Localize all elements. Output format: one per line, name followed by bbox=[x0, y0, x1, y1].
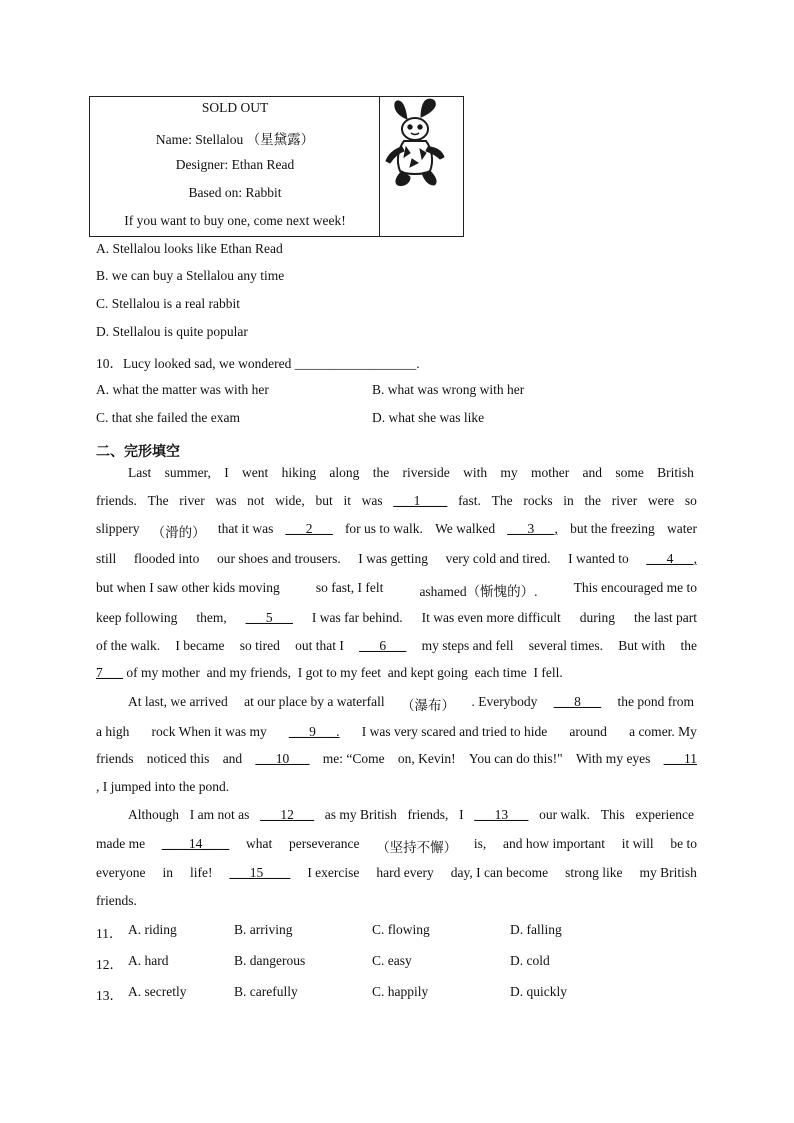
blank: ___13___ bbox=[474, 807, 529, 822]
passage-word: flooded into bbox=[133, 551, 200, 566]
passage-word: I wanted to bbox=[568, 551, 629, 566]
q-num: 13． bbox=[96, 988, 123, 1003]
rabbit-doll-icon bbox=[380, 97, 464, 236]
blank: ___1____ bbox=[393, 493, 448, 508]
passage-word: that it was bbox=[217, 521, 274, 536]
q13-option-b: B. carefully bbox=[234, 984, 298, 999]
passage-word: life! bbox=[190, 865, 213, 880]
passage-word: riverside bbox=[402, 465, 450, 480]
notice-name: Name: Stellalou （星黛露） bbox=[155, 132, 315, 147]
passage-word: . Everybody bbox=[471, 694, 538, 709]
passage-word: not bbox=[247, 493, 265, 508]
q-num: 12． bbox=[96, 957, 123, 972]
passage-word: our shoes and trousers. bbox=[216, 551, 341, 566]
q9-option-d: D. Stellalou is quite popular bbox=[96, 324, 248, 339]
p3-line1 bbox=[128, 807, 694, 823]
q13-option-c: C. happily bbox=[372, 984, 429, 999]
p1-line7 bbox=[96, 638, 697, 654]
passage-word: I exercise bbox=[307, 865, 360, 880]
passage-word: We walked bbox=[435, 521, 496, 536]
section-title: 二、完形填空 bbox=[96, 444, 180, 460]
passage-word: it bbox=[343, 493, 351, 508]
p2-line2 bbox=[96, 724, 697, 740]
passage-word: me: “Come bbox=[322, 751, 385, 766]
q9-option-b: B. we can buy a Stellalou any time bbox=[96, 268, 285, 283]
passage-word: It was even more difficult bbox=[421, 610, 561, 625]
blank: ___4___, bbox=[646, 551, 697, 566]
blank: ___6___ bbox=[359, 638, 407, 653]
p2-line1 bbox=[128, 694, 694, 714]
passage-word: This encouraged me to bbox=[573, 580, 697, 595]
p1-line8 bbox=[96, 665, 697, 681]
blank: ___5___ bbox=[245, 610, 293, 625]
q13-option-a: A. secretly bbox=[128, 984, 187, 999]
passage-word: hiking bbox=[281, 465, 317, 480]
blank: ____14____ bbox=[161, 836, 230, 851]
passage-word: but the freezing bbox=[570, 521, 655, 536]
passage-word: and how important bbox=[503, 836, 605, 851]
notice-designer: Designer: Ethan Read bbox=[175, 157, 295, 172]
q9-option-c: C. Stellalou is a real rabbit bbox=[96, 296, 240, 311]
passage-word: water bbox=[666, 521, 697, 536]
passage-word: summer, bbox=[164, 465, 211, 480]
passage-word: around bbox=[569, 724, 607, 739]
passage-word: friends. bbox=[96, 493, 137, 508]
q11-option-a: A. riding bbox=[128, 922, 177, 937]
passage-word: the bbox=[372, 465, 390, 480]
passage-word: I am not as bbox=[189, 807, 250, 822]
passage-word: But with bbox=[618, 638, 666, 653]
passage-word: At last, we arrived bbox=[128, 694, 228, 709]
passage-word: I was very scared and tried to hide bbox=[361, 724, 548, 739]
passage-word: at our place by a waterfall bbox=[244, 694, 385, 709]
passage-word: I became bbox=[175, 638, 225, 653]
passage-word: the bbox=[584, 493, 602, 508]
passage-word: and bbox=[222, 751, 243, 766]
passage-word: out that I bbox=[295, 638, 344, 653]
p1-line4 bbox=[96, 551, 697, 567]
passage-word: a high bbox=[96, 724, 130, 739]
passage-word: noticed this bbox=[146, 751, 210, 766]
passage-word: along bbox=[329, 465, 360, 480]
passage-word: was bbox=[215, 493, 237, 508]
passage-word: This bbox=[600, 807, 625, 822]
passage-word: You can do this!" bbox=[468, 751, 563, 766]
q10-option-b: B. what was wrong with her bbox=[372, 382, 525, 397]
passage-word: some bbox=[615, 465, 644, 480]
blank: ___9___. bbox=[288, 724, 340, 739]
blank: ___10___ bbox=[255, 751, 310, 766]
q12-option-d: D. cold bbox=[510, 953, 550, 968]
passage-word: what bbox=[246, 836, 273, 851]
q9-option-a: A. Stellalou looks like Ethan Read bbox=[96, 241, 283, 256]
passage-word: river bbox=[611, 493, 638, 508]
blank: ___8___ bbox=[553, 694, 602, 709]
p3-line4: friends. bbox=[96, 893, 137, 908]
passage-word: it will bbox=[621, 836, 654, 851]
passage-word: I was getting bbox=[358, 551, 429, 566]
passage-word: was bbox=[361, 493, 383, 508]
q12-option-b: B. dangerous bbox=[234, 953, 306, 968]
q12-option-a: A. hard bbox=[128, 953, 169, 968]
q10-stem: 10．Lucy looked sad, we wondered __________________. bbox=[96, 356, 420, 371]
blank: ___12___ bbox=[260, 807, 315, 822]
passage-word: my bbox=[500, 465, 518, 480]
p2-line3 bbox=[96, 751, 697, 767]
passage-word: fast. bbox=[458, 493, 481, 508]
product-notice-box bbox=[89, 96, 464, 237]
passage-word: but when I saw other kids moving bbox=[96, 580, 280, 595]
blank: ___11 bbox=[663, 751, 697, 766]
passage-word: is, bbox=[473, 836, 487, 851]
passage-word: so fast, I felt bbox=[315, 580, 384, 595]
blank-7: 7___ bbox=[96, 665, 123, 680]
blank: ___15____ bbox=[229, 865, 291, 880]
passage-word: made me bbox=[96, 836, 146, 851]
passage-word: experience bbox=[635, 807, 694, 822]
passage-word: during bbox=[579, 610, 616, 625]
blank: ___3___, bbox=[507, 521, 558, 536]
passage-word: so tired bbox=[239, 638, 280, 653]
passage-word: our walk. bbox=[539, 807, 591, 822]
p1-line5 bbox=[96, 580, 697, 600]
passage-word: I was far behind. bbox=[311, 610, 403, 625]
passage-word: of the walk. bbox=[96, 638, 161, 653]
passage-word: very cold and tired. bbox=[445, 551, 551, 566]
passage-word: for us to walk. bbox=[344, 521, 423, 536]
passage-word: but bbox=[315, 493, 333, 508]
p1-line6 bbox=[96, 610, 697, 626]
notice-based-on: Based on: Rabbit bbox=[188, 185, 282, 200]
passage-word: several times. bbox=[528, 638, 604, 653]
p2-line4: , I jumped into the pond. bbox=[96, 779, 230, 794]
passage-word: so bbox=[684, 493, 697, 508]
notice-text-cell bbox=[90, 97, 380, 236]
q10-option-d: D. what she was like bbox=[372, 410, 485, 425]
p3-line3 bbox=[96, 865, 697, 881]
passage-word: the bbox=[680, 638, 697, 653]
q10-option-c: C. that she failed the exam bbox=[96, 410, 240, 425]
q11-option-c: C. flowing bbox=[372, 922, 430, 937]
passage-word: my steps and fell bbox=[421, 638, 514, 653]
p1-line8-text: of my mother and my friends, I got to my feet and kept going each time I fell. bbox=[123, 665, 563, 680]
passage-word: strong like bbox=[565, 865, 623, 880]
passage-word: were bbox=[647, 493, 675, 508]
passage-word: a comer. My bbox=[629, 724, 697, 739]
passage-word: （坚持不懈） bbox=[376, 840, 458, 855]
passage-word: day, I can become bbox=[450, 865, 549, 880]
passage-word: keep following bbox=[96, 610, 178, 625]
passage-word: mother bbox=[530, 465, 570, 480]
passage-word: be to bbox=[670, 836, 697, 851]
passage-word: and bbox=[582, 465, 603, 480]
passage-word: friends bbox=[96, 751, 134, 766]
q11-option-b: B. arriving bbox=[234, 922, 293, 937]
passage-word: ashamed（惭愧的）. bbox=[419, 584, 538, 599]
passage-word: them, bbox=[196, 610, 227, 625]
q11-option-d: D. falling bbox=[510, 922, 562, 937]
passage-word: With my eyes bbox=[575, 751, 651, 766]
notice-tip: If you want to buy one, come next week! bbox=[124, 213, 346, 228]
passage-word: Last bbox=[128, 465, 152, 480]
q13-option-d: D. quickly bbox=[510, 984, 567, 999]
passage-word: the last part bbox=[633, 610, 697, 625]
passage-word: hard every bbox=[376, 865, 434, 880]
p1-line2 bbox=[96, 493, 697, 509]
passage-word: everyone bbox=[96, 865, 146, 880]
p1-line3 bbox=[96, 521, 697, 541]
passage-word: still bbox=[96, 551, 117, 566]
passage-word: The bbox=[147, 493, 169, 508]
passage-word: （瀑布） bbox=[401, 698, 456, 713]
passage-word: friends, bbox=[407, 807, 449, 822]
passage-word: went bbox=[242, 465, 269, 480]
passage-word: The bbox=[491, 493, 513, 508]
passage-word: British bbox=[657, 465, 694, 480]
passage-word: I bbox=[459, 807, 464, 822]
blank: ___2___ bbox=[285, 521, 333, 536]
passage-word: wide, bbox=[275, 493, 305, 508]
passage-word: I bbox=[224, 465, 229, 480]
q-num: 11． bbox=[96, 926, 123, 941]
passage-word: rock When it was my bbox=[151, 724, 267, 739]
passage-word: rocks bbox=[523, 493, 553, 508]
p1-line1 bbox=[128, 465, 694, 481]
passage-word: with bbox=[463, 465, 488, 480]
passage-word: river bbox=[179, 493, 205, 508]
passage-word: on, Kevin! bbox=[397, 751, 456, 766]
notice-status: SOLD OUT bbox=[201, 100, 269, 115]
passage-word: in bbox=[162, 865, 174, 880]
p3-line2 bbox=[96, 836, 697, 856]
passage-word: my British bbox=[639, 865, 697, 880]
passage-word: as my British bbox=[324, 807, 397, 822]
passage-word: （滑的） bbox=[151, 525, 206, 540]
passage-word: perseverance bbox=[289, 836, 360, 851]
q10-option-a: A. what the matter was with her bbox=[96, 382, 269, 397]
q12-option-c: C. easy bbox=[372, 953, 412, 968]
passage-word: Although bbox=[128, 807, 180, 822]
passage-word: in bbox=[563, 493, 574, 508]
passage-word: slippery bbox=[96, 521, 140, 536]
passage-word: the pond from bbox=[617, 694, 694, 709]
